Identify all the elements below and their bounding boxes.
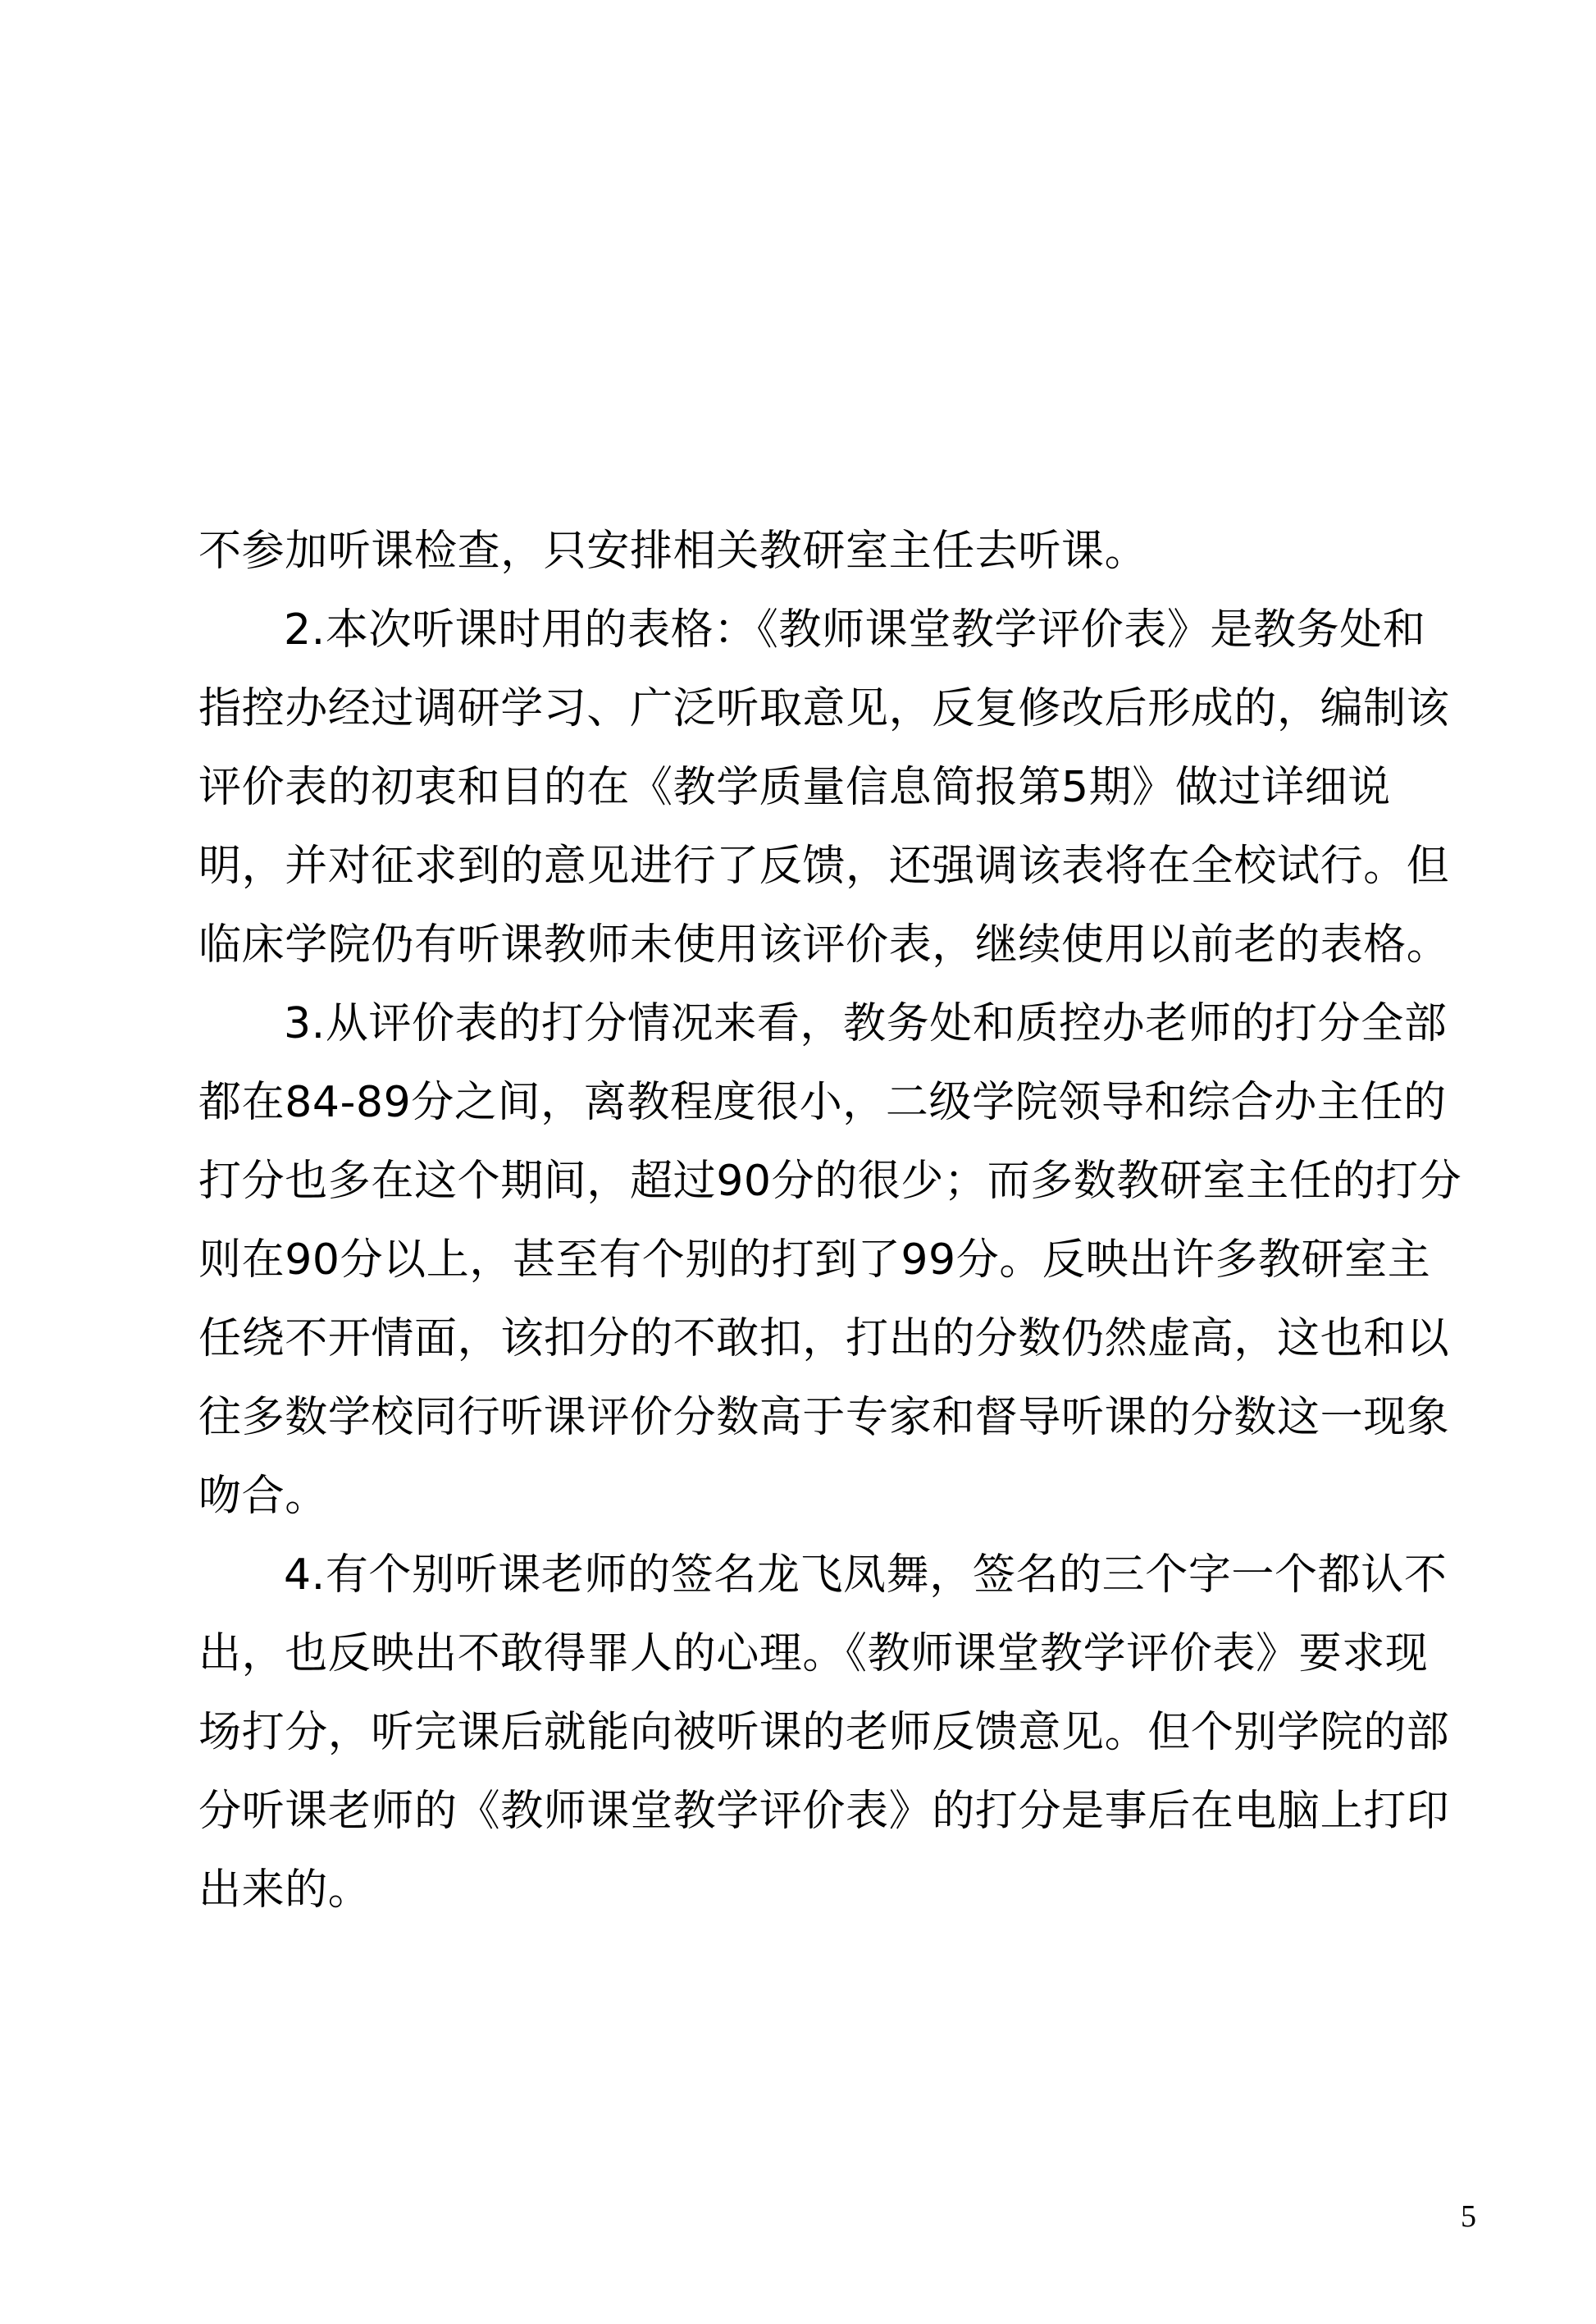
text-line: 吻合。 <box>198 1472 328 1521</box>
page-number: 5 <box>1461 2199 1476 2234</box>
text-line: 评价表的初衷和目的在《教学质量信息简报第5期》做过详细说 <box>198 763 1391 812</box>
text-line: 明，并对征求到的意见进行了反馈，还强调该表将在全校试行。但 <box>198 842 1450 891</box>
text-line: 场打分，听完课后就能向被听课的老师反馈意见。但个别学院的部 <box>198 1708 1450 1757</box>
text-line: 则在90分以上，甚至有个别的打到了99分。反映出许多教研室主 <box>198 1235 1431 1285</box>
text-line: 都在84-89分之间，离教程度很小，二级学院领导和综合办主任的 <box>198 1078 1447 1127</box>
paragraph-2-start: 2.本次听课时用的表格：《教师课堂教学评价表》是教务处和 <box>284 605 1426 655</box>
text-line: 任绕不开情面，该扣分的不敢扣，打出的分数仍然虚高，这也和以 <box>198 1314 1450 1363</box>
text-line: 出来的。 <box>198 1865 372 1915</box>
text-line: 出，也反映出不敢得罪人的心理。《教师课堂教学评价表》要求现 <box>198 1629 1429 1678</box>
paragraph-4-start: 4.有个别听课老师的签名龙飞凤舞，签名的三个字一个都认不 <box>284 1550 1448 1600</box>
body-text <box>198 512 1462 1929</box>
text-line: 分听课老师的《教师课堂教学评价表》的打分是事后在电脑上打印 <box>198 1787 1450 1836</box>
text-line: 往多数学校同行听课评价分数高于专家和督导听课的分数这一现象 <box>198 1393 1450 1442</box>
text-line: 不参加听课检查，只安排相关教研室主任去听课。 <box>198 527 1148 576</box>
text-line: 指控办经过调研学习、广泛听取意见，反复修改后形成的，编制该 <box>198 684 1450 733</box>
text-line: 打分也多在这个期间，超过90分的很少；而多数教研室主任的打分 <box>198 1157 1462 1206</box>
paragraph-3-start: 3.从评价表的打分情况来看，教务处和质控办老师的打分全部 <box>284 999 1448 1048</box>
text-line: 临床学院仍有听课教师未使用该评价表，继续使用以前老的表格。 <box>198 920 1450 970</box>
